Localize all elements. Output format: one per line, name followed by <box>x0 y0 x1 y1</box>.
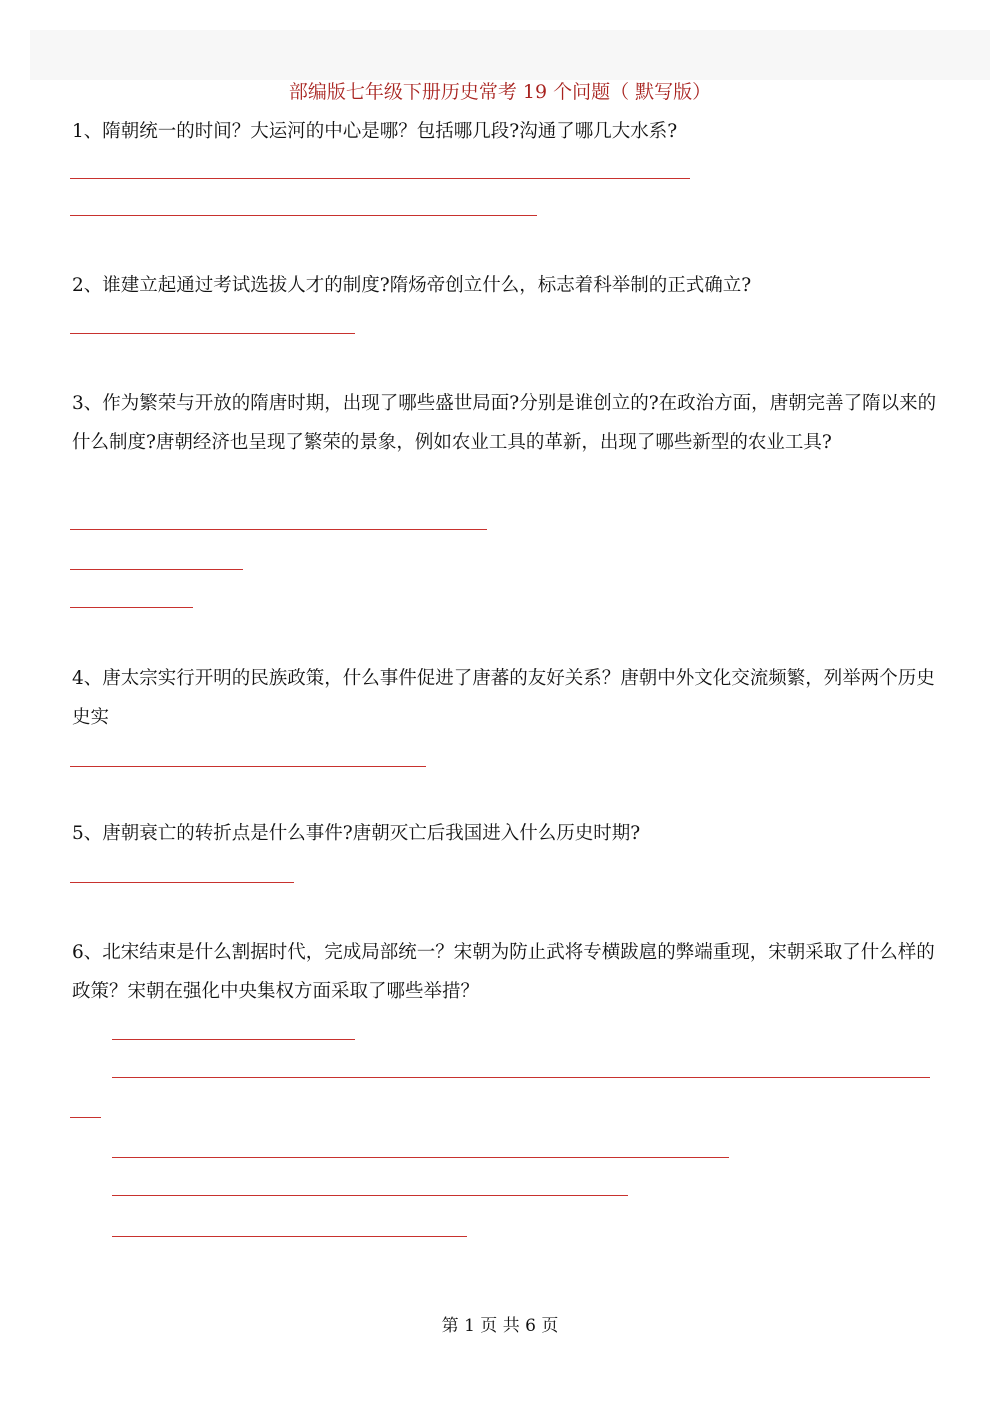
question-6: 6、北宋结束是什么割据时代，完成局部统一？宋朝为防止武将专横跋扈的弊端重现，宋朝采取了什么样的政策？宋朝在强化中央集权方面采取了哪些举措？ <box>72 942 935 1002</box>
answer-line[interactable] <box>70 882 294 883</box>
page-number: 第 1 页 共 6 页 <box>441 1316 559 1336</box>
answer-line[interactable] <box>70 766 426 767</box>
question-1: 1、隋朝统一的时间？大运河的中心是哪？包括哪几段?沟通了哪几大水系? <box>72 121 678 142</box>
answer-line[interactable] <box>112 1236 467 1237</box>
answer-line[interactable] <box>70 178 690 179</box>
answer-line[interactable] <box>112 1195 628 1196</box>
answer-line[interactable] <box>70 215 537 216</box>
question-2: 2、谁建立起通过考试选拔人才的制度?隋炀帝创立什么，标志着科举制的正式确立? <box>72 275 752 296</box>
answer-line[interactable] <box>70 529 487 530</box>
question-5: 5、唐朝衰亡的转折点是什么事件?唐朝灭亡后我国进入什么历史时期? <box>72 823 641 844</box>
answer-line[interactable] <box>70 333 355 334</box>
answer-line[interactable] <box>70 1117 101 1118</box>
answer-line[interactable] <box>70 569 243 570</box>
answer-line[interactable] <box>70 607 193 608</box>
question-3: 3、作为繁荣与开放的隋唐时期，出现了哪些盛世局面?分别是谁创立的?在政治方面，唐朝完善了隋以来的什么制度?唐朝经济也呈现了繁荣的景象，例如农业工具的革新，出现了哪些新型的农业工具? <box>72 393 937 453</box>
question-4: 4、唐太宗实行开明的民族政策，什么事件促进了唐蕃的友好关系？唐朝中外文化交流频繁，列举两个历史史实 <box>72 668 935 728</box>
header-band <box>30 30 990 80</box>
answer-line[interactable] <box>112 1039 355 1040</box>
answer-line[interactable] <box>112 1157 729 1158</box>
answer-line[interactable] <box>112 1077 930 1078</box>
page-title: 部编版七年级下册历史常考 19 个问题（ 默写版） <box>288 81 712 103</box>
